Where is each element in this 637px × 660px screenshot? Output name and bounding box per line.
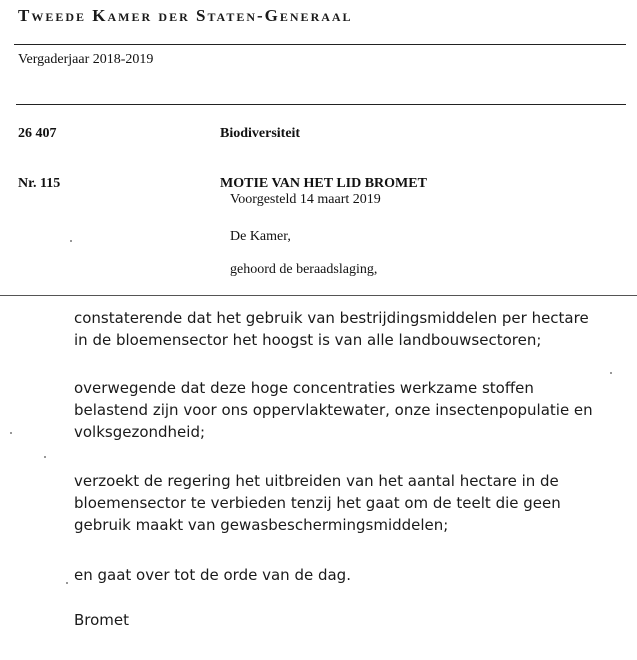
scan-speck (70, 240, 72, 242)
body-line: gebruik maakt van gewasbeschermingsmiddelen; (74, 516, 449, 534)
institution-title: Tweede Kamer der Staten-Generaal (18, 6, 353, 25)
scan-speck (66, 582, 68, 584)
paragraph-verzoekt (74, 470, 634, 536)
body-line: constaterende dat het gebruik van bestrijdingsmiddelen per hectare (74, 309, 589, 327)
body-line: bloemensector te verbieden tenzij het gaat om de teelt die geen (74, 494, 561, 512)
body-line: in de bloemensector het hoogst is van alle landbouwsectoren; (74, 331, 542, 349)
scan-speck (610, 372, 612, 374)
closing-line: en gaat over tot de orde van de dag. (74, 566, 351, 584)
motion-title: MOTIE VAN HET LID BROMET (220, 176, 427, 191)
dossier-number: 26 407 (18, 126, 57, 141)
scan-speck (44, 456, 46, 458)
session-year: Vergaderjaar 2018-2019 (18, 52, 154, 67)
signature: Bromet (74, 611, 130, 629)
body-line: overwegende dat deze hoge concentraties werkzame stoffen (74, 379, 534, 397)
body-line: belastend zijn voor ons oppervlaktewater, onze insectenpopulatie en (74, 401, 593, 419)
body-line: verzoekt de regering het uitbreiden van het aantal hectare in de (74, 472, 559, 490)
paragraph-overwegende (74, 377, 634, 443)
paste-edge-rule (0, 295, 637, 296)
header-rule (14, 44, 626, 45)
body-line: volksgezondheid; (74, 423, 206, 441)
motion-number: Nr. 115 (18, 176, 61, 191)
dossier-title: Biodiversiteit (220, 126, 301, 141)
section-rule (16, 104, 626, 105)
paragraph-constaterende (74, 307, 634, 351)
heard-clause: gehoord de beraadslaging, (230, 262, 378, 277)
addressee: De Kamer, (230, 229, 291, 244)
scan-speck (10, 432, 12, 434)
proposed-date: Voorgesteld 14 maart 2019 (230, 192, 381, 207)
